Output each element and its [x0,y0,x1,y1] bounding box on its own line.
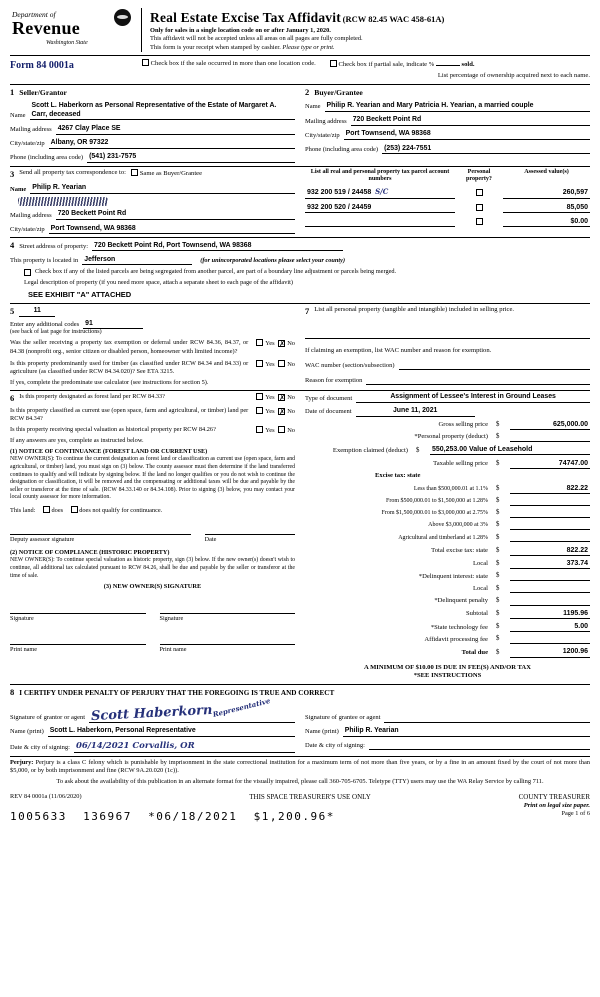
section5-q1-yes-checkbox[interactable] [256,339,263,346]
legal-paper-note: Print on legal size paper. [523,801,590,809]
county-treasurer-label: COUNTY TREASURER [518,792,590,801]
section6-q2-answers: Yes ✗ No [254,407,295,416]
dollar-sign: $ [496,459,500,467]
section-5 [10,306,295,388]
header-text [142,8,590,52]
section8-number: 8 [10,686,15,697]
grantor-signature: Scott Haberkorn [90,702,213,724]
section4-number: 4 [10,240,15,251]
signature-label-1: Signature [10,614,34,622]
dollar-sign: $ [496,509,500,517]
date-of-document-field[interactable]: June 11, 2021 [356,407,475,417]
form-bar [10,55,590,80]
exemption-deduct-field[interactable]: 550,253.00 Value of Leasehold [430,445,590,455]
header-note-1: Only for sales in a single location code on or after January 1, 2020. [150,26,331,34]
header-note-2: This affidavit will not be accepted unless all areas on all pages are fully completed. [150,35,363,43]
seller-city-field[interactable]: Albany, OR 97322 [49,139,295,149]
same-as-buyer-label: Same as Buyer/Grantee [139,169,203,177]
parcel-row [305,187,590,198]
seller-mailing-field[interactable]: 4267 Clay Place SE [56,125,295,135]
perjury-label: Perjury: [10,758,34,766]
partial-sale-sold-label: sold. [461,61,475,69]
agricultural-label: Agricultural and timberland at 1.28% [398,534,488,541]
does-checkbox[interactable] [43,506,50,513]
deputy-date-field[interactable] [205,525,295,535]
grantor-signature-note: Representative [211,695,272,719]
section6-q1-no-checkbox[interactable]: ✗ [279,394,286,403]
section6-q1-answers: Yes ✗ No [254,393,295,402]
delinquent-local-label: Local [472,584,488,592]
dollar-sign: $ [496,596,500,604]
land-label: This land: [10,507,36,515]
form-title-rcw: (RCW 82.45 WAC 458-61A) [342,14,445,24]
tax-computation [305,393,590,680]
divider [10,390,590,391]
parcel-number-field[interactable]: 932 200 519 / 24458 S/C [305,187,455,198]
type-of-document-label: Type of document [305,394,353,402]
form-title: Real Estate Excise Tax Affidavit [150,10,341,25]
print-name-label-1: Print name [10,645,37,653]
does-label: does [51,507,64,515]
divider [10,756,590,757]
located-in-field[interactable]: Jefferson [82,256,192,266]
section3-number: 3 [10,168,15,179]
corr-mailing-field[interactable]: 720 Beckett Point Rd [56,210,295,220]
parcel-table [305,169,590,234]
processing-fee-field[interactable] [510,635,590,644]
signature-label-2: Signature [159,614,184,622]
logo-dept-text: Department of [12,10,56,19]
new-owner-signature-field-2[interactable] [160,604,296,614]
section-certify [10,687,590,753]
section5-calculator-note: If yes, complete the predominate use calculator (see instructions for section 5). [10,379,209,387]
partial-sale-label: Check box if partial sale, indicate % [338,61,435,69]
partial-sale-option [330,59,475,70]
buyer-city-field[interactable]: Port Townsend, WA 98368 [344,130,590,140]
additional-codes-field[interactable]: 91 [83,320,143,330]
divider [10,237,590,238]
corr-name-label: Name [10,185,27,193]
total-due-field[interactable]: 1200.96 [510,647,590,657]
grantor-date-label: Date & city of signing: [10,744,70,752]
assessed-value-field[interactable]: 85,050 [503,203,590,213]
header-note-3: This form is your receipt when stamped by cashier. Please type or print. [150,43,335,51]
tier2-field[interactable] [510,497,590,506]
buyer-phone-label: Phone (including area code) [305,145,379,153]
processing-fee-label: Affidavit processing fee [424,635,488,643]
new-owner-printname-field-1[interactable] [10,635,146,645]
compliance-title: (2) NOTICE OF COMPLIANCE (HISTORIC PROPERTY) [10,549,170,557]
land-qualify-row [10,506,295,515]
tier4-label: Above $3,000,000 at 3% [428,522,488,529]
section1-title: Seller/Grantor [19,87,67,97]
personal-deduct-label: *Personal property (deduct) [414,433,488,441]
divider [10,166,590,167]
same-as-buyer-option [131,169,202,179]
delinquent-local-field[interactable] [510,584,590,593]
personal-property-list-field[interactable] [305,317,590,339]
exemption-note: Value of Leasehold [469,446,533,454]
agricultural-field[interactable] [510,533,590,542]
same-as-buyer-checkbox[interactable] [131,169,138,176]
dollar-sign: $ [496,433,500,441]
grantor-name-field[interactable]: Scott L. Haberkorn, Personal Representative [48,727,295,737]
new-owner-signature-title: (3) NEW OWNER(S) SIGNATURE [103,583,202,591]
footer [10,793,590,802]
personal-deduct-field[interactable] [510,433,590,442]
tier1-field[interactable]: 822.22 [510,484,590,494]
certify-statement: I CERTIFY UNDER PENALTY OF PERJURY THAT THE FOREGOING IS TRUE AND CORRECT [19,688,335,697]
state-seal-icon [114,9,131,26]
section6-any-yes-note: If any answers are yes, complete as instructed below. [10,437,144,445]
page-number: Page 1 of 6 [561,810,590,818]
section5-q2-no-checkbox[interactable] [278,360,285,367]
rev-number: REV 84 0001a (11/06/2020) [10,792,82,800]
seller-name-label: Name [10,112,26,119]
dor-logo [10,8,142,52]
parcel-col3-header: Assessed value(s) [524,168,569,175]
subtotal-label: Subtotal [466,610,488,618]
legal-description-field[interactable]: SEE EXHIBIT "A" ATTACHED [28,289,132,299]
deputy-assessor-signature-field[interactable] [10,525,191,535]
dollar-sign: $ [496,560,500,568]
located-in-label: This property is located in [10,256,79,264]
additional-codes-label: Enter any additional codes [10,320,80,328]
exemption-reason-label: Reason for exemption [305,376,363,384]
partial-sale-checkbox[interactable] [330,60,337,67]
grantor-signature-field[interactable] [89,702,295,724]
section5-q1-no-checkbox[interactable]: ✗ [279,340,286,349]
does-not-label: does not qualify for continuance. [79,507,163,515]
ownership-note: List percentage of ownership acquired next to each name. [437,72,590,80]
parcel-row [305,217,590,227]
section5-q2-text: Is this property predominantly used for timber (as classified under RCW 84.34 and 84.33) or agriculture (as classified under RCW 84.34.020)? See ETA 3215. [10,359,249,375]
date-of-document-label: Date of document [305,408,352,416]
seller-phone-field[interactable]: (541) 231-7575 [87,153,295,163]
print-name-label-2: Print name [159,645,187,653]
treasurer-space-label: THIS SPACE TREASURER'S USE ONLY [249,792,371,801]
tier1-label: Less than $500,000.01 at 1.1% [413,485,488,492]
section6-q3-text: Is this property receiving special valuation as historical property per RCW 84.26? [10,425,216,433]
correspondence-label: Send all property tax correspondence to: [19,168,126,176]
dollar-sign: $ [496,623,500,631]
tier3-label: From $1,500,000.01 to $3,000,000 at 2.75% [381,510,488,517]
delinquent-penalty-label: *Delinquent penalty [434,596,488,604]
parcel-number-field[interactable] [305,218,455,227]
legal-description-label: Legal description of property (if you need more space, attach a separate sheet to each page of the affidavit) [24,278,293,286]
dollar-sign: $ [496,546,500,554]
location-code-field[interactable]: 11 [19,307,55,317]
multi-location-option [142,59,316,69]
personal-property-checkbox-3[interactable] [476,218,483,225]
gross-price-field[interactable]: 625,000.00 [510,420,590,430]
section-6 [10,393,295,680]
see-instructions-note: *SEE INSTRUCTIONS [413,672,482,680]
grantee-name-label: Name (print) [305,728,339,736]
buyer-mailing-label: Mailing address [305,117,347,125]
section2-number: 2 [305,86,310,97]
grantee-signature-label: Signature of grantee or agent [305,714,381,722]
compliance-text: NEW OWNER(S): To continue special valuation as historic property, sign (3) below. If the new owner(s) doesn't wish to continue, all additional tax calculated pursuant to RCW 84.26, shall be due and payable by the seller or transferor at the time of sale. [10,557,295,579]
multi-location-checkbox[interactable] [142,59,149,66]
segregated-label: Check box if any of the listed parcels are being segregated from another parcel, are part of a boundary line adjustment or parcels being merged. [35,268,397,276]
new-owner-signature-field-1[interactable] [10,604,146,614]
section6-q2-yes-checkbox[interactable] [256,407,263,414]
parcel-row [305,203,590,213]
corr-city-label: City/state/zip [10,225,45,233]
section6-q1-text: Is this property designated as forest land per RCW 84.33? [19,393,165,401]
buyer-phone-field[interactable]: (253) 224-7551 [382,145,590,155]
wac-number-field[interactable] [399,361,590,370]
buyer-mailing-field[interactable]: 720 Beckett Point Rd [351,116,590,126]
section6-q3-no-checkbox[interactable] [278,426,285,433]
buyer-name-field[interactable]: Philip R. Yearian and Mary Patricia H. Yearian, a married couple [325,102,590,112]
parcel-col2-header: Personal property? [466,168,492,183]
parcel-handwritten-note: S/C [375,187,389,197]
section5-q2-answers: Yes No [254,360,295,369]
dollar-sign: $ [496,584,500,592]
dollar-sign: $ [496,497,500,504]
section5-q2-yes-checkbox[interactable] [256,360,263,367]
section2-title: Buyer/Grantee [314,87,363,97]
dollar-sign: $ [496,521,500,529]
dollar-sign: $ [496,635,500,643]
treasurer-stamp: 1005633 136967 *06/18/2021 $1,200.96* [10,809,335,823]
dollar-sign: $ [496,421,500,429]
alt-format-note: To ask about the availability of this publication in an alternate format for the visually impaired, please call 360-705-6705. Teletype (TTY) users may use the WA Relay Service by calling 711. [56,778,544,786]
corr-name-field[interactable]: Philip R. Yearian [30,184,295,194]
tech-fee-field[interactable]: 5.00 [510,622,590,632]
section6-q2-no-checkbox[interactable]: ✗ [279,407,286,416]
logo-state-text: Washington State [46,40,88,47]
seller-city-label: City/state/zip [10,140,45,148]
buyer-name-label: Name [305,103,321,111]
partial-sale-percent-field[interactable] [436,59,460,66]
segregated-checkbox[interactable] [24,269,31,276]
tech-fee-label: *State technology fee [430,623,488,631]
deputy-date-label: Date [204,536,217,544]
tier4-field[interactable] [510,521,590,530]
section6-q3-answers: Yes No [254,426,295,435]
form-number: Form 84 0001a [10,60,74,72]
section5-number: 5 [10,305,15,316]
new-owner-printname-field-2[interactable] [160,635,296,645]
grantee-date-label: Date & city of signing: [305,741,365,749]
section-property [10,240,590,299]
local-field[interactable]: 373.74 [510,559,590,569]
seller-name-field[interactable]: Scott L. Haberkorn as Personal Representative of the Estate of Margaret A. Carr, deceased [30,102,295,120]
total-due-label: Total due [461,648,488,656]
exemption-claim-note: If claiming an exemption, list WAC number and reason for exemption. [305,346,492,354]
tier3-field[interactable] [510,509,590,518]
grantor-date-field[interactable]: 06/14/2021 Corvallis, OR [74,741,295,753]
minimum-fee-note: A MINIMUM OF $10.00 IS DUE IN FEE(S) AND/OR TAX [364,663,531,671]
delinquent-interest-label: *Delinquent interest: state [418,572,488,580]
redaction-scribble [18,197,108,206]
grantee-signature-field[interactable] [384,707,590,723]
grantee-date-field[interactable] [369,741,590,750]
corr-mailing-label: Mailing address [10,211,52,219]
seller-phone-label: Phone (including area code) [10,154,84,162]
logo-revenue-text: Revenue [12,17,81,38]
exemption-deduct-label: Exemption claimed (deduct) [332,446,408,454]
grantee-name-field[interactable]: Philip R. Yearian [343,727,590,737]
assessed-value-field[interactable]: $0.00 [503,217,590,227]
section6-q2-text: Is this property classified as current use (open space, farm and agricultural, or timber) land per RCW 84.34? [10,406,249,423]
divider [10,84,590,85]
divider [10,684,590,685]
corr-city-field[interactable]: Port Townsend, WA 98368 [49,225,295,235]
section1-number: 1 [10,86,15,97]
section-7 [305,306,590,388]
perjury-block [10,759,590,787]
taxable-price-field[interactable]: 74747.00 [510,459,590,469]
grantor-signature-label: Signature of grantor or agent [10,714,86,722]
delinquent-penalty-field[interactable] [510,597,590,606]
wac-number-label: WAC number (section/subsection) [305,361,395,369]
excise-state-header: Excise tax: state [375,471,421,479]
dollar-sign: $ [416,446,420,454]
grantor-name-label: Name (print) [10,728,44,736]
subtotal-field[interactable]: 1195.96 [510,609,590,619]
header [10,8,590,52]
section-seller [10,87,295,163]
section7-intro: List all personal property (tangible and intangible) included in selling price. [314,305,515,313]
dollar-sign: $ [496,533,500,541]
seller-mailing-label: Mailing address [10,126,52,134]
assessed-value-field[interactable]: 260,597 [503,188,590,198]
total-state-label: Total excise tax: state [431,547,488,555]
tier2-label: From $500,000.01 to $1,500,000 at 1.28% [386,498,488,505]
type-of-document-field[interactable]: Assignment of Lessee's Interest in Ground Leases [356,393,590,403]
street-address-label: Street address of property: [19,242,89,250]
total-state-field[interactable]: 822.22 [510,546,590,556]
does-not-checkbox[interactable] [71,506,78,513]
located-in-note: (for unincorporated locations please select your county) [200,257,346,265]
delinquent-interest-field[interactable] [510,572,590,581]
deputy-assessor-signature-label: Deputy assessor signature [10,536,75,544]
divider [10,303,590,304]
section6-q3-yes-checkbox[interactable] [256,426,263,433]
section7-number: 7 [305,305,310,316]
exemption-reason-field[interactable] [366,376,590,385]
personal-property-checkbox-1[interactable] [476,189,483,196]
section5-q1-text: Was the seller receiving a property tax exemption or deferral under RCW 84.36, 84.37, or 84.38 (nonprofit org., senior citizen or disabled person, homeowner with limited income)? [10,339,249,355]
dollar-sign: $ [496,648,500,656]
section-correspondence [10,169,295,234]
section6-q1-yes-checkbox[interactable] [256,393,263,400]
dollar-sign: $ [496,609,500,617]
dollar-sign: $ [496,484,500,492]
local-label: Local [472,560,488,568]
gross-price-label: Gross selling price [438,421,488,429]
section-buyer [305,87,590,163]
section5-q1-answers: Yes ✗ No [254,339,295,348]
taxable-price-label: Taxable selling price [433,460,488,468]
parcel-number-field[interactable]: 932 200 520 / 24459 [305,203,455,213]
buyer-city-label: City/state/zip [305,131,340,139]
personal-property-checkbox-2[interactable] [476,204,483,211]
continuance-text: NEW OWNER(S): To continue the current designation as forest land or classification as current use (open space, farm and agricultural, or timber) land, you must sign on (3) below. The county assessor must then determine if the land transferred continues to qualify and will indicate by signing below. If the land no longer qualifies or you do not wish to continue the designation or classification, it will be removed and the compensating or additional taxes will be due and payable by the seller or transferor at the time of sale. (RCW 84.33.140 or 84.34.108). Prior to signing (3) below, you may contact your local county assessor for more information. [10,456,295,501]
additional-codes-note: (see back of last page for instructions) [10,329,102,336]
parcel-col1-header: List all real and personal property tax parcel account numbers [310,168,450,183]
section6-number: 6 [10,393,15,404]
continuance-title: (1) NOTICE OF CONTINUANCE (FOREST LAND OR CURRENT USE) [10,448,208,456]
street-address-field[interactable]: 720 Beckett Point Rd, Port Townsend, WA 98368 [92,242,343,252]
dollar-sign: $ [496,572,500,580]
perjury-text: Perjury is a class C felony which is punishable by imprisonment in the state correctional institution for a maximum term of not more than five years, or by a fine in an amount fixed by the court of not more than $5,000, or by both imprisonment and fine (RCW 9A.20.020 (1c)). [10,758,590,775]
multi-location-label: Check box if the sale occurred in more than one location code. [150,60,316,68]
